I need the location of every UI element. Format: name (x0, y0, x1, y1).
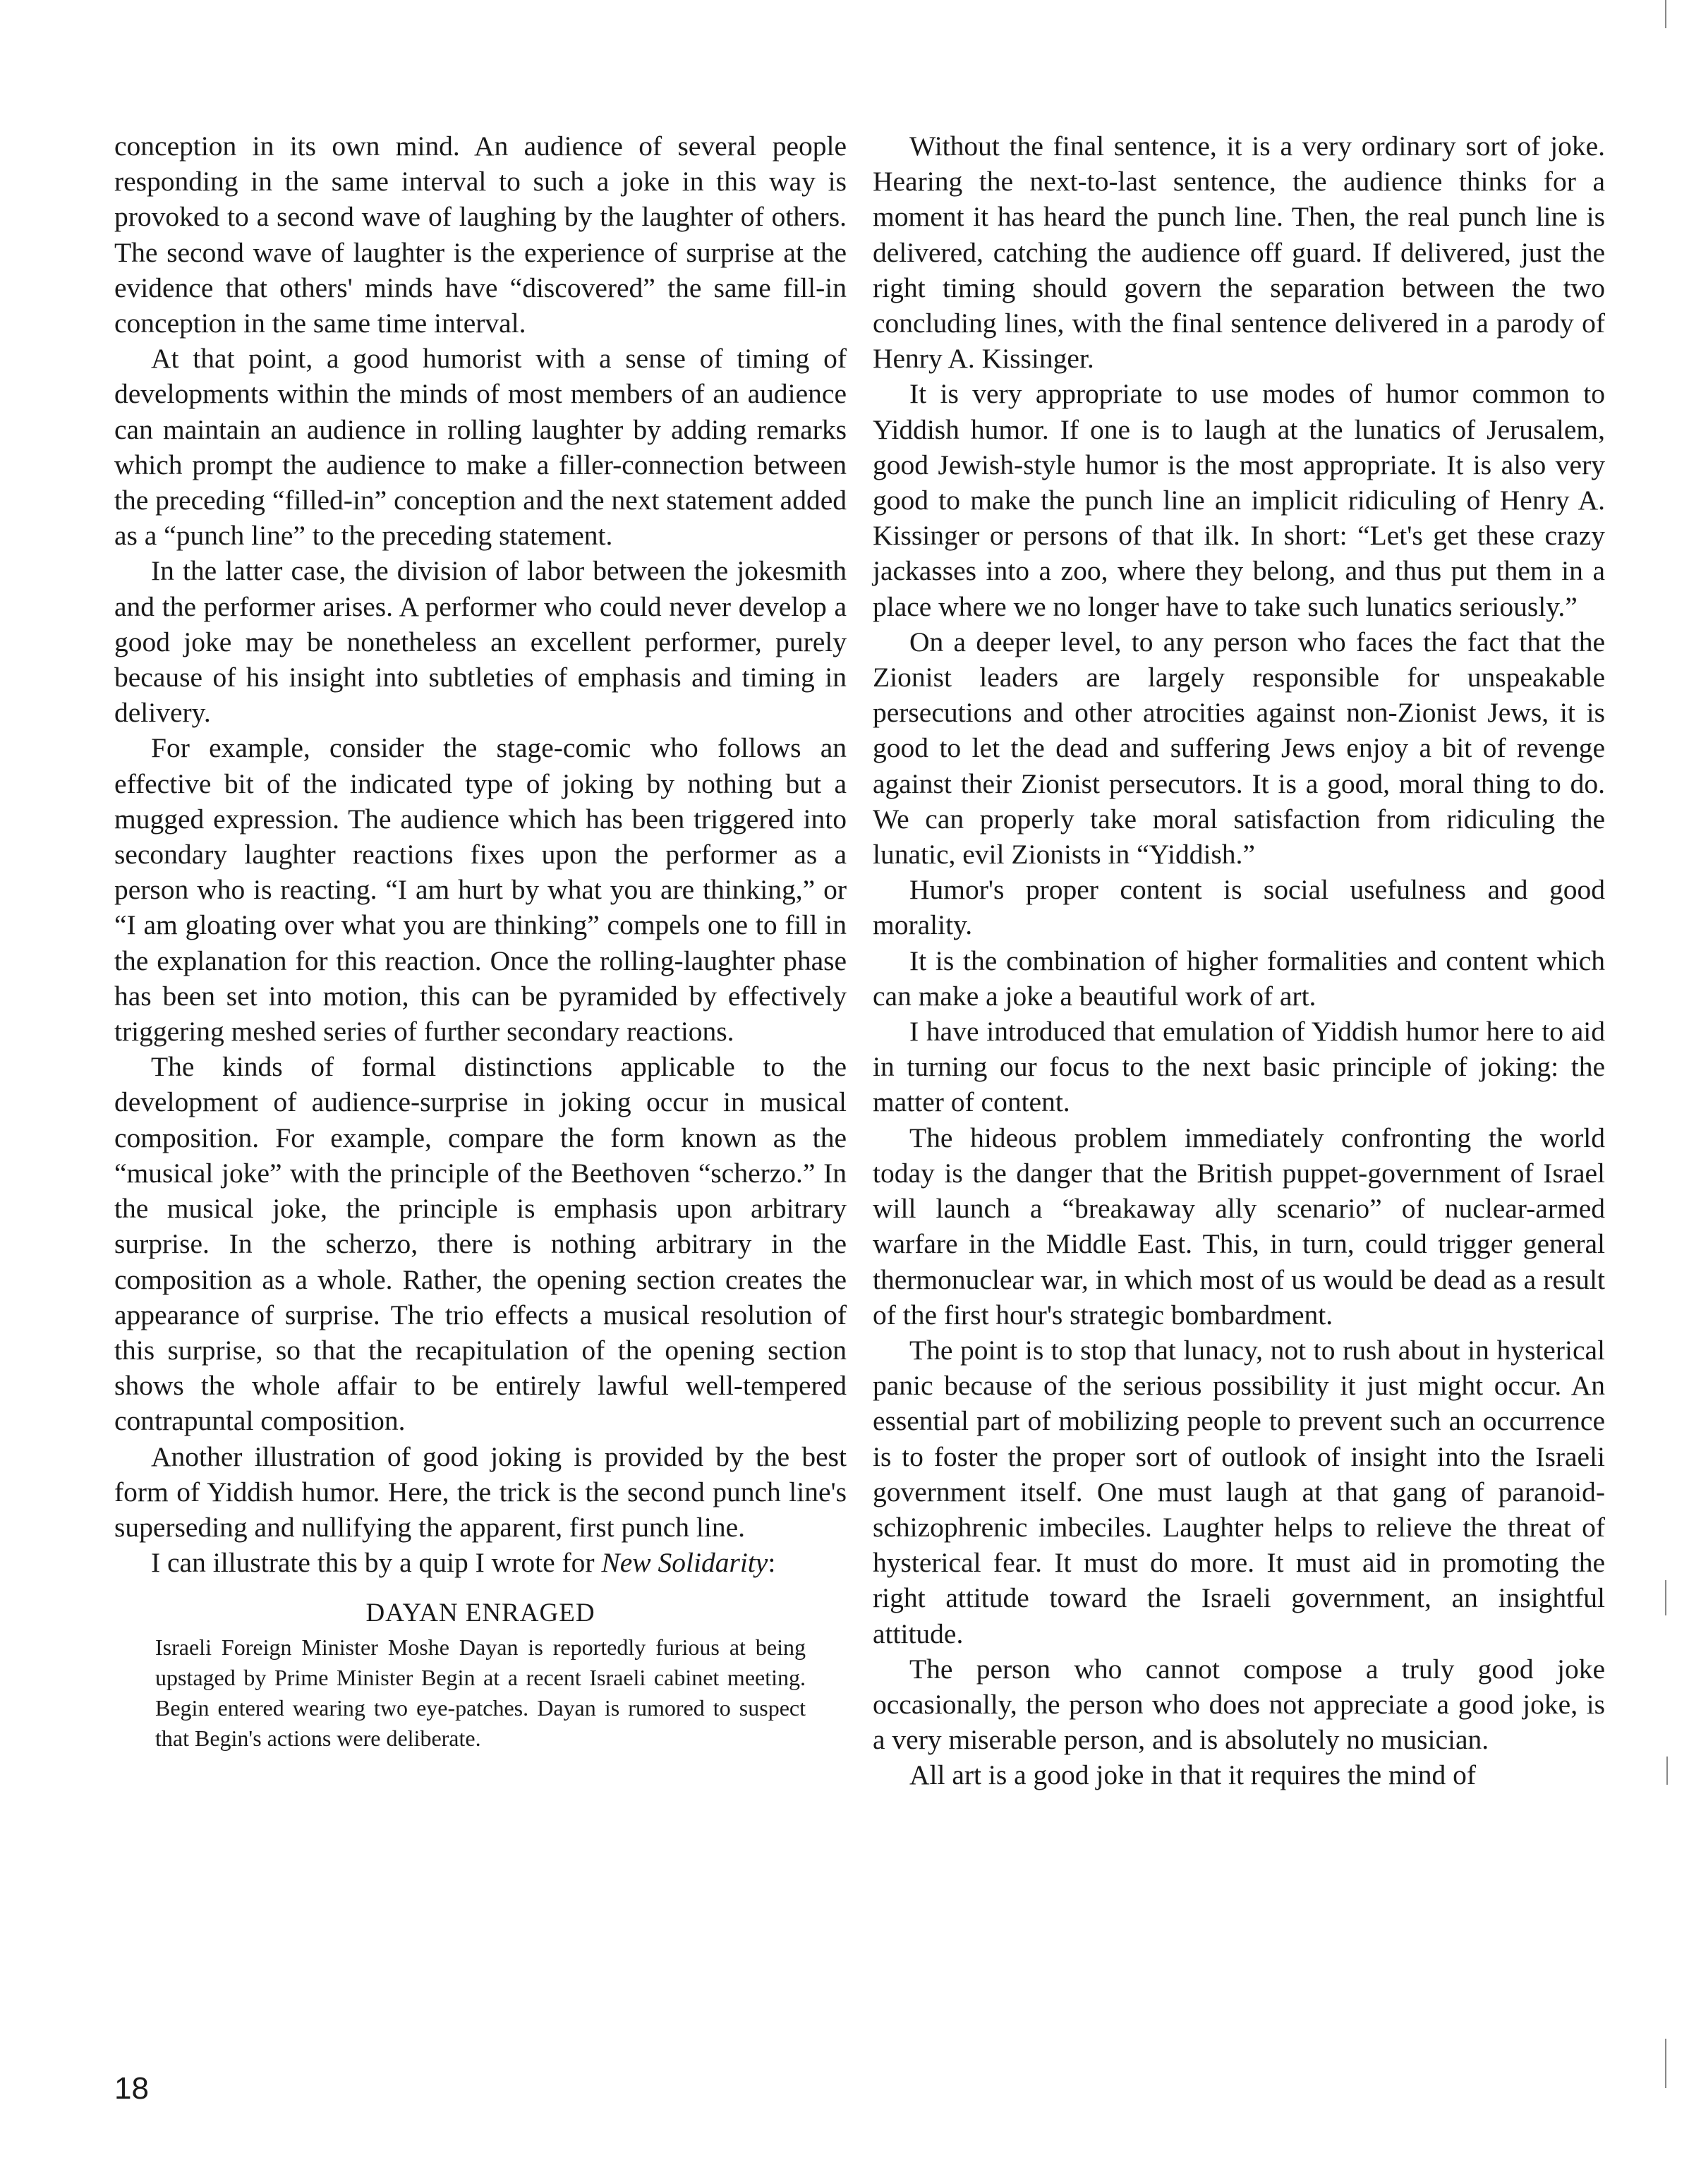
right-column (873, 128, 1605, 1793)
page-number: 18 (114, 2071, 149, 2106)
paragraph: For example, consider the stage-comic who follows an effective bit of the indicated type of joking by nothing but a mugged expression. The audience which has been triggered into secondary laughter reactions fixes upon the performer as a person who is reacting. “I am hurt by what you are thinking,” or “I am gloating over what you are thinking” compels one to fill in the explanation for this reaction. Once the rolling-laughter phase has been set into motion, this can be pyramided by effectively triggering meshed series of further secondary reactions. (114, 732, 847, 1048)
paragraph: It is very appropriate to use modes of humor common to Yiddish humor. If one is to laugh at the lunatics of Jerusalem, good Jewish-style humor is the most appropriate. It is also very good to make the punch line an implicit ridiculing of Henry A. Kissinger or persons of that ilk. In short: “Let's get these crazy jackasses into a zoo, where they belong, and thus put them in a place where we no longer have to take such lunatics seriously.” (873, 378, 1605, 622)
paragraph: All art is a good joke in that it requires the mind of (909, 1759, 1476, 1791)
paragraph: Without the final sentence, it is a very ordinary sort of joke. Hearing the next-to-last sentence, the audience thinks for a moment it has heard the punch line. Then, the real punch line is delivered, catching the audience off guard. If delivered, just the right timing should govern the separation between the two concluding lines, with the final sentence delivered in a parody of Henry A. Kissinger. (873, 131, 1605, 375)
paragraph: The kinds of formal distinctions applicable to the development of audience-surprise in joking occur in musical composition. For example, compare the form known as the “musical joke” with the principle of the Beethoven “scherzo.” In the musical joke, the principle is emphasis upon arbitrary surprise. In the scherzo, there is nothing arbitrary in the composition as a whole. Rather, the opening section creates the appearance of surprise. The trio effects a musical resolution of this surprise, so that the recapitulation of the opening section shows the whole affair to be entirely lawful well-tempered contrapuntal composition. (114, 1051, 847, 1437)
quip-intro-text: I can illustrate this by a quip I wrote for (151, 1547, 602, 1579)
sidebar-title: DAYAN ENRAGED (365, 1598, 595, 1628)
quip-colon: : (768, 1547, 776, 1579)
paragraph: The point is to stop that lunacy, not to rush about in hysterical panic because of the serious possibility it just might occur. An essential part of mobilizing people to prevent such an occurrence is to foster the proper sort of outlook of insight into the Israeli government itself. One must laugh at that gang of paranoid-schizophrenic imbeciles. Laughter helps to relieve the threat of hysterical fear. It must do more. It must aid in promoting the right attitude toward the Israeli government, an insightful attitude. (873, 1334, 1605, 1649)
quip-intro-paragraph (114, 1545, 847, 1580)
publication-name: New Solidarity (601, 1547, 768, 1579)
paragraph: In the latter case, the division of labor between the jokesmith and the performer arises. A performer who could never develop a good joke may be nonetheless an excellent performer, purely because of his insight into subtleties of emphasis and timing in delivery. (114, 555, 847, 729)
sidebar-body: Israeli Foreign Minister Moshe Dayan is reportedly furious at being upstaged by Prime Minister Begin at a recent Israeli cabinet meeting. Begin entered wearing two eye-patches. Dayan is rumored to suspect that Begin's actions were deliberate. (155, 1634, 806, 1752)
left-column (114, 128, 847, 1754)
paragraph: At that point, a good humorist with a sense of timing of developments within the minds of most members of an audience can maintain an audience in rolling laughter by adding remarks which prompt the audience to make a filler-connection between the preceding “filled-in” conception and the next statement added as a “punch line” to the preceding statement. (114, 343, 847, 552)
margin-mark (1666, 1757, 1668, 1785)
quip-sidebar (114, 1597, 847, 1754)
paragraph: I have introduced that emulation of Yiddish humor here to aid in turning our focus to the next basic principle of joking: the matter of content. (873, 1016, 1605, 1118)
margin-mark (1665, 0, 1666, 28)
paragraph: The hideous problem immediately confronting the world today is the danger that the British puppet-government of Israel will launch a “breakaway ally scenario” of nuclear-armed warfare in the Middle East. This, in turn, could trigger general thermonuclear war, in which most of us would be dead as a result of the first hour's strategic bombardment. (873, 1122, 1605, 1330)
paragraph: The person who cannot compose a truly good joke occasionally, the person who does not appreciate a good joke, is a very miserable person, and is absolutely no musician. (873, 1653, 1605, 1756)
paragraph: Humor's proper content is social usefulness and good morality. (873, 874, 1605, 941)
paragraph: Another illustration of good joking is provided by the best form of Yiddish humor. Here, the trick is the second punch line's superseding and nullifying the apparent, first punch line. (114, 1440, 847, 1543)
margin-mark (1665, 1580, 1666, 1615)
paragraph: It is the combination of higher formalities and content which can make a joke a beautiful work of art. (873, 945, 1605, 1012)
paragraph: On a deeper level, to any person who faces the fact that the Zionist leaders are largely responsible for unspeakable persecutions and other atrocities against non-Zionist Jews, it is good to let the dead and suffering Jews enjoy a bit of revenge against their Zionist persecutors. It is a good, moral thing to do. We can properly take moral satisfaction from ridiculing the lunatic, evil Zionists in “Yiddish.” (873, 626, 1605, 870)
paragraph: conception in its own mind. An audience of several people responding in the same interval to such a joke in this way is provoked to a second wave of laughing by the laughter of others. The second wave of laughter is the experience of surprise at the evidence that others' minds have “discovered” the same fill-in conception in the same time interval. (114, 131, 847, 339)
margin-mark (1665, 2039, 1666, 2088)
